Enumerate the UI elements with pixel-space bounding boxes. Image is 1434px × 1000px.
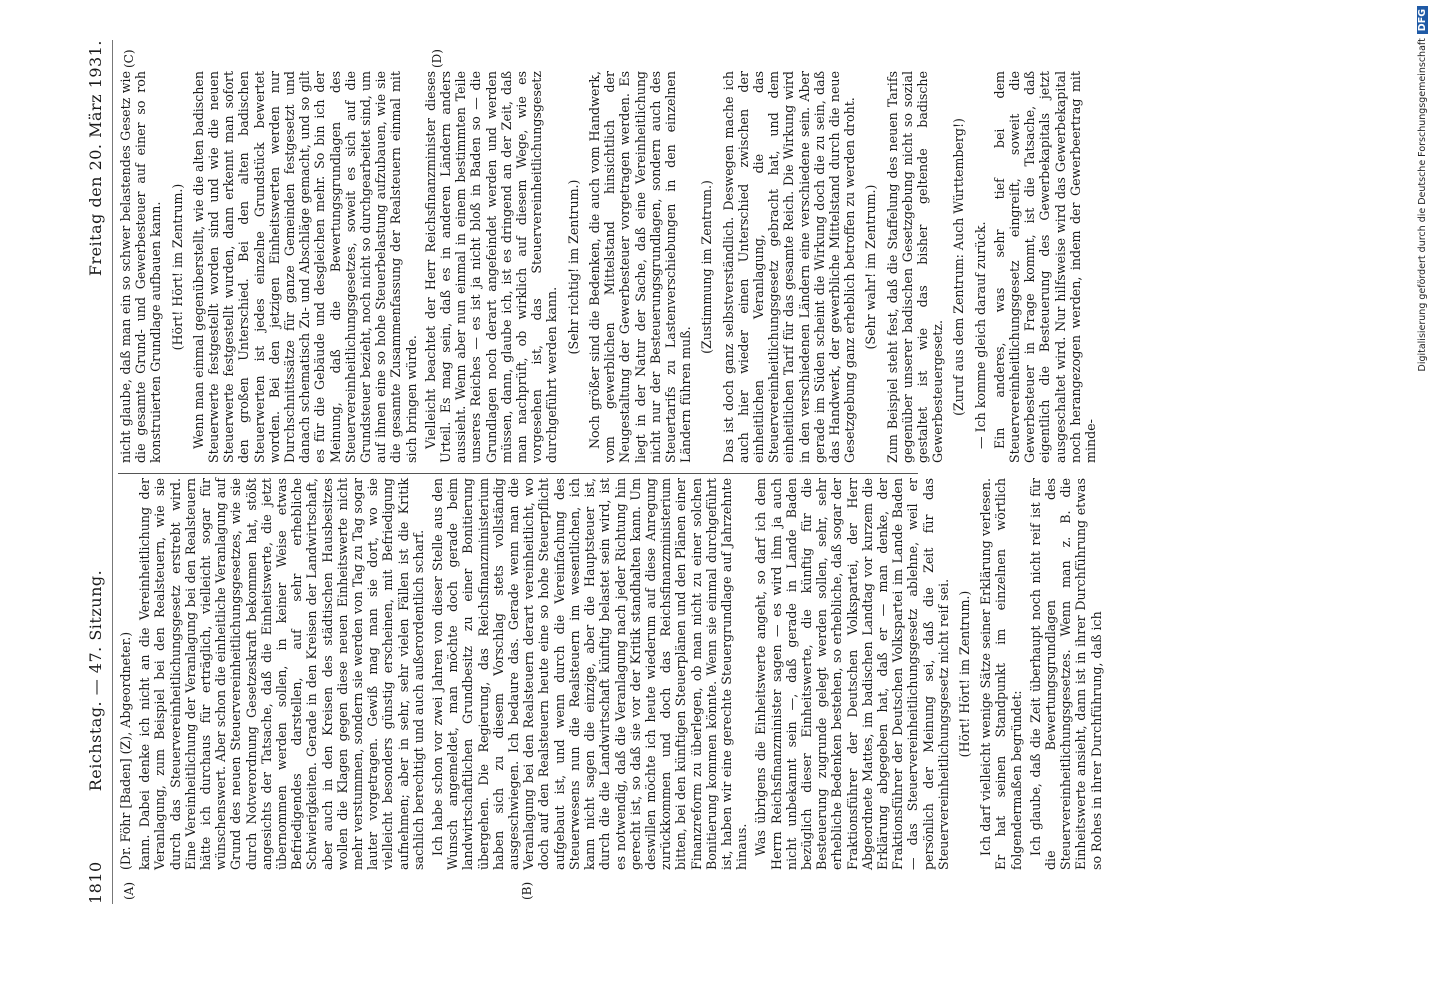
- margin-marker-d: (D): [430, 49, 444, 68]
- page-header: [86, 40, 110, 904]
- credit-text: Digitalisierung gefördert durch die Deutsche Forschungsgemeinschaft: [1417, 38, 1428, 372]
- session-title: Reichstag. — 47. Sitzung.: [86, 569, 105, 792]
- margin-marker-b: (B): [520, 881, 534, 900]
- interjection: (Hört! Hört! im Zentrum.): [169, 183, 185, 351]
- paragraph: kann. Dabei denke ich nicht an die Vereinheitlichung der Veranlagung, zum Beispiel bei den Realsteuern, wie sie durch das Steuervereinheitlichungsgesetz erstrebt wird. Eine Vereinheitlichung der Veranlagung bei den Realsteuern hätte ich durchaus für erträglich, vielleicht sogar für wünschenswert. Aber schon die einheitliche Veranlagung auf Grund des neuen Steuervereinheitlichungsgesetzes, wie sie durch Notverordnung Gesetzeskraft bekommen hat, stößt angesichts der Tatsache, daß die Einheitswerte, die jetzt übernommen werden sollen, in keiner Weise etwas Befriedigendes darstellen, auf sehr erhebliche Schwierigkeiten. Gerade in den Kreisen der Landwirtschaft, aber auch in den Kreisen des städtischen Hausbesitzes wollen die Klagen gegen diese neuen Einheitswerte nicht mehr verstummen, sondern sie werden von Tag zu Tag sogar lauter vorgetragen. Gewiß mag man sie dort, wo sie vielleicht besonders günstig erscheinen, mit Befriedigung aufnehmen; aber in sehr, sehr vielen Fällen ist die Kritik sachlich berechtigt und auch außerordentlich scharf.: [137, 478, 426, 870]
- interjection: (Hört! Hört! im Zentrum.): [956, 590, 972, 758]
- paragraph: Wenn man einmal gegenüberstellt, wie die alten badischen Steuerwerte festgestellt worden sind und wie die neuen Steuerwerte festgestellt wurden, dann erkennt man sofort den großen Unterschied. Bei den alten badischen Steuerwerten ist jedes einzelne Grundstück bewertet worden. Bei den jetzigen Einheitswerten werden nur Durchschnittssätze für ganze Gemeinden festgesetzt und danach schematisch Zu- und Abschläge gemacht, und so gilt es für die Gebäude und desgleichen mehr. So bin ich der Meinung, daß die Bewertungsgrundlagen des Steuervereinheitlichungsgesetzes, soweit es sich auf die Grundsteuer bezieht, noch nicht so durchgearbeitet sind, um auf ihnen eine so hohe Steuerbelastung aufzubauen, wie sie die gesamte Zusammenfassung der Realsteuern einmal mit sich bringen würde.: [190, 71, 419, 463]
- interjection: (Zuruf aus dem Zentrum: Auch Württemberg!): [951, 118, 967, 416]
- interjection: (Sehr wahr! im Zentrum.): [863, 184, 879, 350]
- text-column-right: [118, 71, 1098, 463]
- interjection: (Zustimmung im Zentrum.): [699, 180, 715, 354]
- paragraph: Ich darf vielleicht wenige Sätze seiner Erklärung verlesen. Er hat seinen Standpunkt im einzelnen wörtlich folgendermaßen begründet:: [978, 478, 1024, 870]
- paragraph: Ein anderes, was sehr tief bei dem Steuervereinheitlichungsgesetz eingreift, soweit die Gewerbesteuer in Frage kommt, ist die Tatsache, daß eigentlich die Besteuerung des Gewerbekapitals jetzt ausgeschaltet wird. Nur hilfsweise wird das Gewerbekapital noch herangezogen werden, indem der Gewerbeertrag mit minde-: [991, 71, 1098, 463]
- digitization-credit: [1416, 6, 1430, 994]
- page-number: 1810: [86, 861, 105, 904]
- header-rule: [112, 40, 113, 904]
- text-column-left: [118, 478, 1104, 870]
- column-divider: [118, 473, 918, 474]
- margin-marker-a: (A): [122, 881, 136, 900]
- paragraph: Vielleicht beachtet der Herr Reichsfinanzminister dieses Urteil. Es mag sein, daß es in anderen Ländern anders aussieht. Wenn aber nun einmal in einem bestimmten Teile unseres Reiches — es ist ja nicht bloß in Baden so — die Grundlagen noch derart angefeindet werden und werden müssen, dann, glaube ich, ist es dringend an der Zeit, daß man nachprüft, ob wirklich auf diesem Wege, wie es vorgesehen ist, das Steuervereinheitlichungsgesetz durchgeführt werden kann.: [422, 71, 560, 463]
- paragraph: Was übrigens die Einheitswerte angeht, so darf ich dem Herrn Reichsfinanzminister sagen — es wird ihm ja auch nicht unbekannt sein —, daß gerade in Lande Baden bezüglich dieser Einheitswerte, die künftig für die Besteuerung zugrunde gelegt werden sollen, sehr, sehr erhebliche Bedenken bestehen, so erhebliche, daß sogar der Fraktionsführer der Deutschen Volkspartei, der Herr Abgeordnete Mattes, im badischen Landtag vor kurzem die Erklärung abgegeben hat, daß er — man denke, der Fraktionsführer der Deutschen Volkspartei im Lande Baden — das Steuervereinheitlichungsgesetz ablehne, weil er persönlich der Meinung sei, daß die Zeit für das Steuervereinheitlichungsgesetz nicht reif sei.: [753, 478, 951, 870]
- paragraph: Noch größer sind die Bedenken, die auch vom Handwerk, vom gewerblichen Mittelstand hinsichtlich der Neugestaltung der Gewerbesteuer vorgetragen werden. Es liegt in der Natur der Sache, daß eine Vereinheitlichung nicht nur der Besteuerungsgrundlagen, sondern auch des Steuertarifs zu Lastenverschiebungen in den einzelnen Ländern führen muß.: [586, 71, 694, 463]
- paragraph: Ich habe schon vor zwei Jahren von dieser Stelle aus den Wunsch angemeldet, man möchte doch gerade beim landwirtschaftlichen Grundbesitz zu einer Bonitierung übergehen. Die Regierung, das Reichsfinanzministerium haben sich zu diesem Vorschlag stets vollständig ausgeschwiegen. Ich bedaure das. Gerade wenn man die Veranlagung bei den Realsteuern derart vereinheitlicht, wo doch auf den Realsteuern heute eine so hohe Steuerpflicht aufgebaut ist, und wenn durch die Vereinfachung des Steuerwesens nun die Realsteuern im wesentlichen, ich kann nicht sagen die einzige, aber die Hauptsteuer ist, durch die die Landwirtschaft künftig belastet sein wird, ist es notwendig, daß die Veranlagung nach jeder Richtung hin gerecht ist, so daß sie vor der Kritik standhalten kann. Um deswillen möchte ich heute wiederum auf diese Anregung zurückkommen und doch das Reichsfinanzministerium bitten, bei den künftigen Steuerplänen und den Plänen einer Finanzreform zu überlegen, ob man nicht zu einer solchen Bonitierung kommen könnte. Wenn sie einmal durchgeführt ist, haben wir eine gerechte Steuergrundlage auf Jahrzehnte hinaus.: [430, 478, 750, 870]
- margin-marker-c: (C): [122, 49, 136, 68]
- session-date: Freitag den 20. März 1931.: [86, 40, 105, 277]
- paragraph: — Ich komme gleich darauf zurück.: [972, 221, 988, 449]
- paragraph: Zum Beispiel steht fest, daß die Staffelung des neuen Tarifs gegenüber unserer badischen Gesetzgebung nicht so sozial gestaltet ist wie das bisher geltende badische Gewerbesteuergesetz.: [884, 71, 946, 463]
- paragraph: (Dr. Föhr [Baden] (Z), Abgeordneter.): [118, 631, 133, 870]
- paragraph: nicht glaube, daß man ein so schwer belastendes Gesetz wie die gesamte Grund- und Gewerbesteuer auf einer so roh konstruierten Grundlage aufbauen kann.: [118, 71, 164, 463]
- paragraph: Ich glaube, daß die Zeit überhaupt noch nicht reif ist für die Bewertungsgrundlagen des Steuervereinheitlichungsgesetzes. Wenn man z. B. die Einheitswerte ansieht, dann ist in ihrer Durchführung etwas so Rohes in ihrer Durchführung, daß ich: [1027, 478, 1104, 870]
- interjection: (Sehr richtig! im Zentrum.): [565, 179, 581, 355]
- paragraph: Das ist doch ganz selbstverständlich. Deswegen mache ich auch hier wieder einen Unterschied zwischen der einheitlichen Veranlagung, die das Steuervereinheitlichungsgesetz gebracht hat, und dem einheitlichen Tarif für das gesamte Reich. Die Wirkung wird in den verschiedenen Ländern eine verschiedene sein. Aber gerade im Süden scheint die Wirkung doch die zu sein, daß das Handwerk, der gewerbliche Mittelstand durch die neue Gesetzgebung ganz erheblich betroffen zu werden droht.: [720, 71, 858, 463]
- dfg-logo: DFG: [1417, 6, 1428, 34]
